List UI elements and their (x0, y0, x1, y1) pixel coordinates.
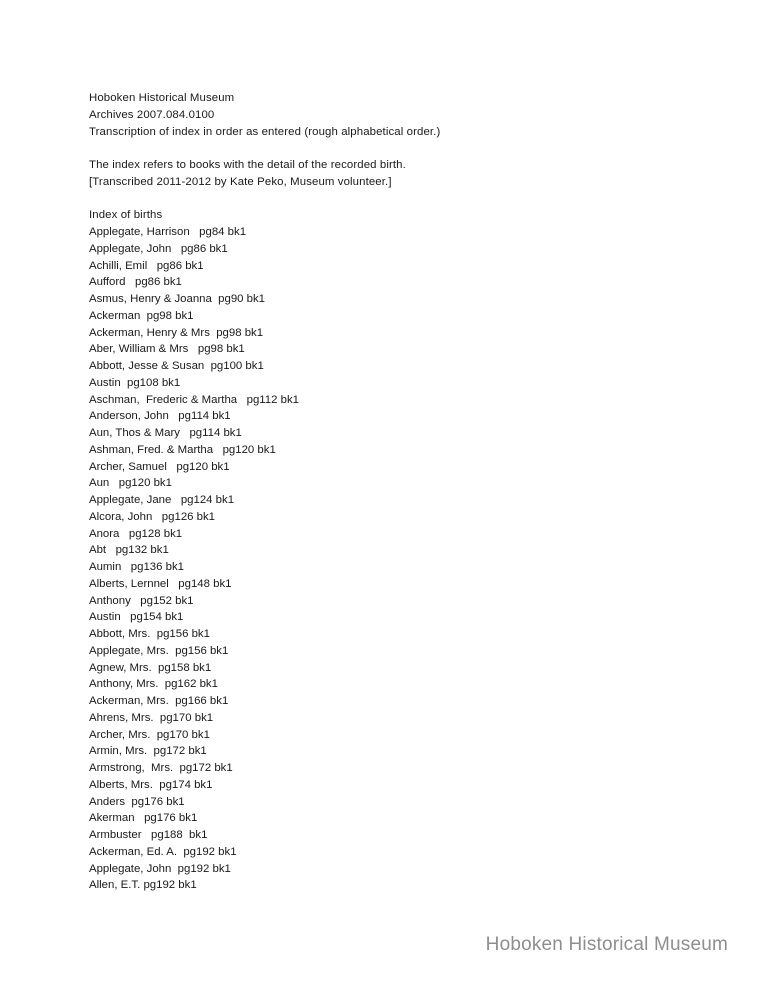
header-line-institution: Hoboken Historical Museum (89, 92, 235, 104)
index-entry: Alberts, Mrs. pg174 bk1 (89, 778, 213, 791)
index-entry: Abbott, Jesse & Susan pg100 bk1 (89, 360, 264, 372)
document-body (89, 90, 689, 894)
index-entry: Ashman, Fred. & Martha pg120 bk1 (89, 443, 276, 456)
index-entry: Aumin pg136 bk1 (89, 561, 184, 573)
index-entry: Achilli, Emil pg86 bk1 (89, 259, 204, 272)
index-entry: Ackerman, Ed. A. pg192 bk1 (89, 845, 237, 858)
index-entry: Aun pg120 bk1 (89, 477, 172, 490)
index-entry-list (89, 224, 689, 894)
index-entry: Allen, E.T. pg192 bk1 (89, 879, 197, 892)
header-block (89, 90, 689, 140)
section-title: Index of births (89, 209, 163, 222)
index-entry: Applegate, Mrs. pg156 bk1 (89, 644, 229, 657)
index-entry: Alcora, John pg126 bk1 (89, 510, 216, 523)
index-entry: Ackerman pg98 bk1 (89, 309, 194, 322)
index-entry: Aufford pg86 bk1 (89, 276, 182, 289)
index-entry: Austin pg154 bk1 (89, 611, 184, 624)
index-entry: Applegate, Harrison pg84 bk1 (89, 226, 247, 238)
header-line-archive-number: Archives 2007.084.0100 (89, 108, 215, 121)
index-entry: Applegate, John pg192 bk1 (89, 862, 231, 875)
index-entry: Archer, Mrs. pg170 bk1 (89, 728, 210, 741)
index-entry: Archer, Samuel pg120 bk1 (89, 460, 230, 473)
index-entry: Anthony, Mrs. pg162 bk1 (89, 678, 218, 691)
index-entry: Ahrens, Mrs. pg170 bk1 (89, 711, 214, 724)
index-entry: Anderson, John pg114 bk1 (89, 410, 231, 423)
index-section (89, 207, 689, 894)
header-line-transcription-note: Transcription of index in order as entered (rough alphabetical order.) (89, 125, 441, 138)
spacer-after-note (89, 191, 689, 208)
index-entry: Applegate, John pg86 bk1 (89, 242, 228, 255)
index-entry: Anders pg176 bk1 (89, 795, 185, 808)
index-entry: Ackerman, Mrs. pg166 bk1 (89, 695, 229, 707)
index-entry: Applegate, Jane pg124 bk1 (89, 494, 235, 506)
index-entry: Aber, William & Mrs pg98 bk1 (89, 343, 245, 356)
index-entry: Anora pg128 bk1 (89, 527, 183, 540)
index-entry: Aschman, Frederic & Martha pg112 bk1 (89, 393, 299, 406)
index-entry: Aun, Thos & Mary pg114 bk1 (89, 427, 242, 439)
index-entry: Armbuster pg188 bk1 (89, 829, 208, 841)
index-entry: Armstrong, Mrs. pg172 bk1 (89, 762, 233, 774)
note-block (89, 157, 689, 191)
index-entry: Abt pg132 bk1 (89, 544, 169, 557)
spacer-after-header (89, 140, 689, 157)
index-entry: Anthony pg152 bk1 (89, 594, 194, 607)
index-entry: Asmus, Henry & Joanna pg90 bk1 (89, 293, 266, 305)
watermark-text: Hoboken Historical Museum (485, 934, 728, 955)
note-line-index-reference: The index refers to books with the detail of the recorded birth. (89, 159, 406, 171)
index-entry: Ackerman, Henry & Mrs pg98 bk1 (89, 326, 264, 339)
note-line-transcriber-credit: [Transcribed 2011-2012 by Kate Peko, Museum volunteer.] (89, 175, 392, 188)
index-entry: Abbott, Mrs. pg156 bk1 (89, 628, 210, 640)
index-entry: Austin pg108 bk1 (89, 376, 181, 389)
index-entry: Agnew, Mrs. pg158 bk1 (89, 661, 212, 674)
index-entry: Armin, Mrs. pg172 bk1 (89, 745, 207, 758)
index-entry: Akerman pg176 bk1 (89, 812, 198, 825)
index-entry: Alberts, Lernnel pg148 bk1 (89, 577, 232, 590)
